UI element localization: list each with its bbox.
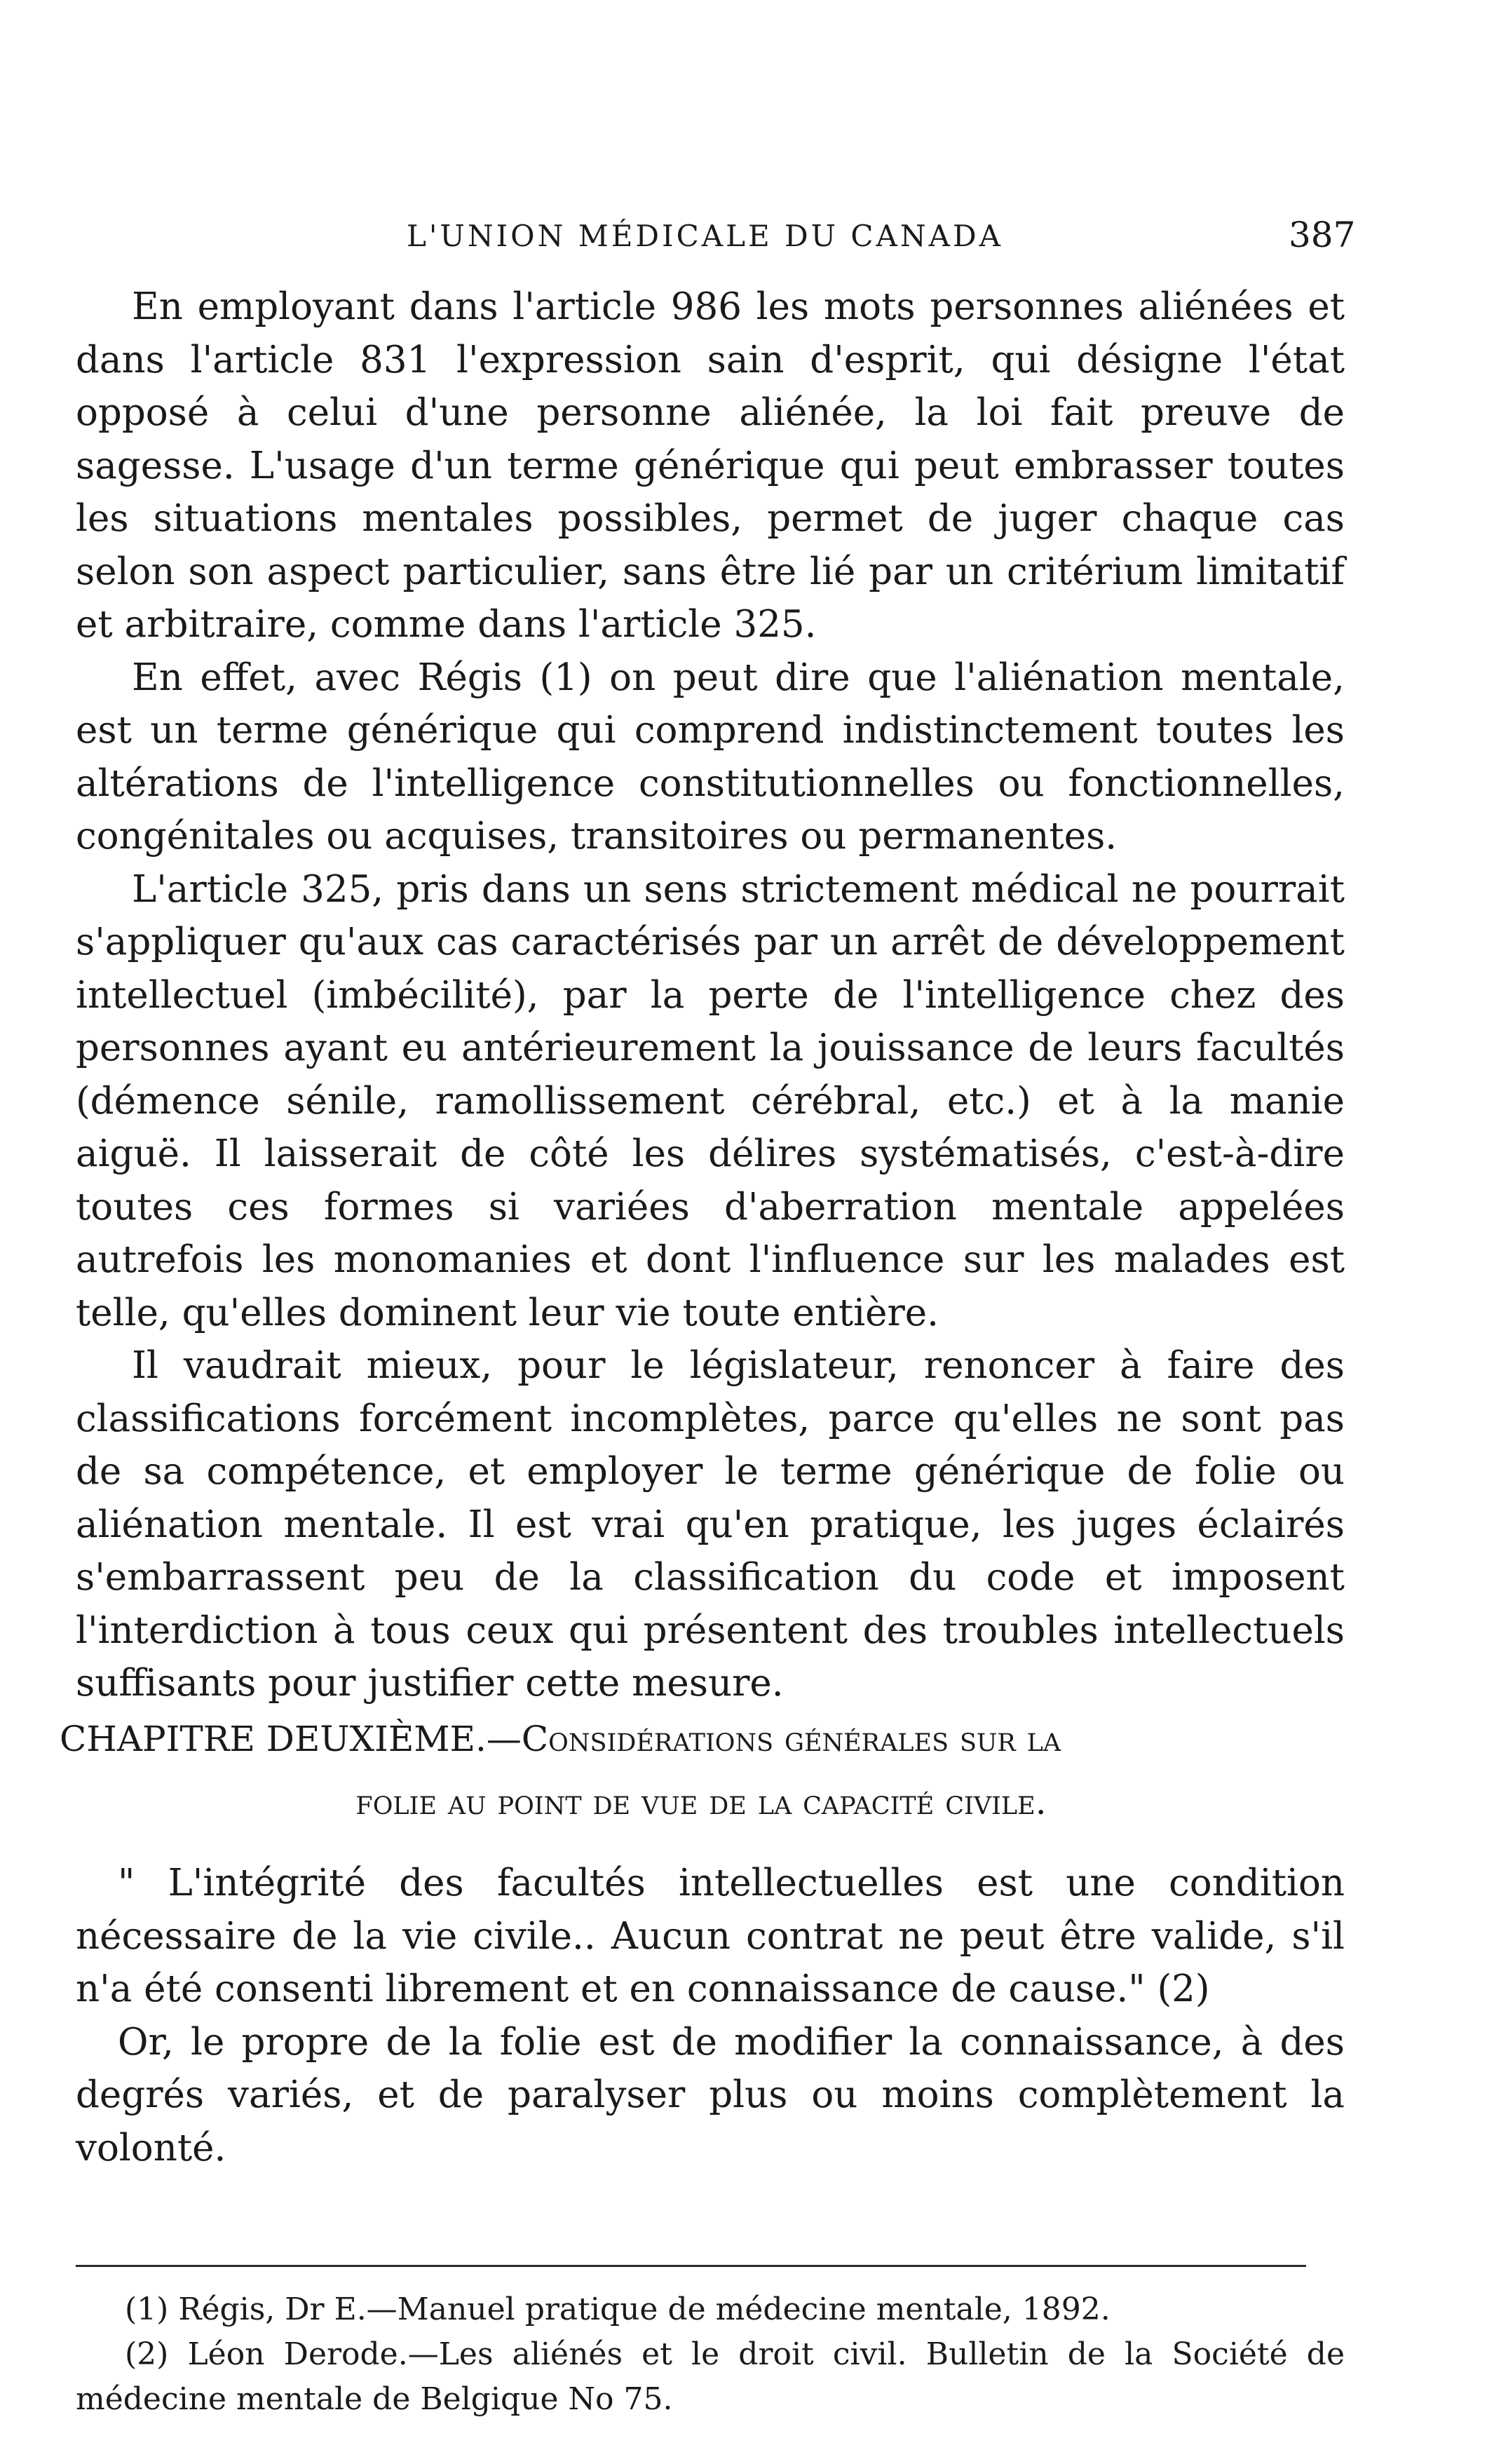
- paragraph-3: L'article 325, pris dans un sens strictement médical ne pourrait s'appliquer qu'aux cas caractérisés par un arrêt de développement intellectuel (imbécilité), par la perte de l'intelligence chez des personnes ayant eu antérieurement la jouissance de leurs facultés (démence sénile, ramollissement cérébral, etc.) et à la manie aiguë. Il laisserait de côté les délires systématisés, c'est-à-dire toutes ces formes si variées d'aberration mentale appelées autrefois les monomanies et dont l'influence sur les malades est telle, qu'elles dominent leur vie toute entière.: [76, 867, 1345, 1334]
- quotation-section: [76, 1857, 1345, 2174]
- footnote-2: (2) Léon Derode.—Les aliénés et le droit civil. Bulletin de la Société de médecine mentale de Belgique No 75.: [76, 2336, 1345, 2417]
- journal-title: L'UNION MÉDICALE DU CANADA: [407, 219, 1003, 253]
- quotation-paragraph: " L'intégrité des facultés intellectuelles est une condition nécessaire de la vie civile.. Aucun contrat ne peut être valide, s'il n'a été consenti librement et en connaissance de cause." (2): [76, 1862, 1345, 2010]
- footnote-divider: [76, 2265, 1306, 2267]
- footnote-1: (1) Régis, Dr E.—Manuel pratique de médecine mentale, 1892.: [125, 2292, 1111, 2327]
- page-number: 387: [1289, 215, 1356, 255]
- chapter-number: CHAPITRE DEUXIÈME.: [60, 1719, 487, 1759]
- footnotes: [76, 2287, 1345, 2422]
- running-header: [0, 215, 1487, 268]
- paragraph-5: Or, le propre de la folie est de modifier la connaissance, à des degrés variés, et de paralyser plus ou moins complètement la volonté.: [76, 2020, 1345, 2169]
- chapter-title-line-1: —Considérations générales sur la: [486, 1719, 1061, 1759]
- chapter-title-line-2: folie au point de vue de la capacité civile.: [355, 1782, 1047, 1822]
- body-text: [76, 280, 1345, 1710]
- chapter-heading: [60, 1707, 1343, 1834]
- paragraph-4: Il vaudrait mieux, pour le législateur, renoncer à faire des classifications forcément incomplètes, parce qu'elles ne sont pas de sa compétence, et employer le terme générique de folie ou aliénation mentale. Il est vrai qu'en pratique, les juges éclairés s'embarrassent peu de la classification du code et imposent l'interdiction à tous ceux qui présentent des troubles intellectuels suffisants pour justifier cette mesure.: [76, 1344, 1345, 1705]
- paragraph-1: En employant dans l'article 986 les mots personnes aliénées et dans l'article 831 l'expression sain d'esprit, qui désigne l'état opposé à celui d'une personne aliénée, la loi fait preuve de sagesse. L'usage d'un terme générique qui peut embrasser toutes les situations mentales possibles, permet de juger chaque cas selon son aspect particulier, sans être lié par un critérium limitatif et arbitraire, comme dans l'article 325.: [76, 285, 1345, 646]
- paragraph-2: En effet, avec Régis (1) on peut dire que l'aliénation mentale, est un terme générique qui comprend indistinctement toutes les altérations de l'intelligence constitutionnelles ou fonctionnelles, congénitales ou acquises, transitoires ou permanentes.: [76, 656, 1345, 858]
